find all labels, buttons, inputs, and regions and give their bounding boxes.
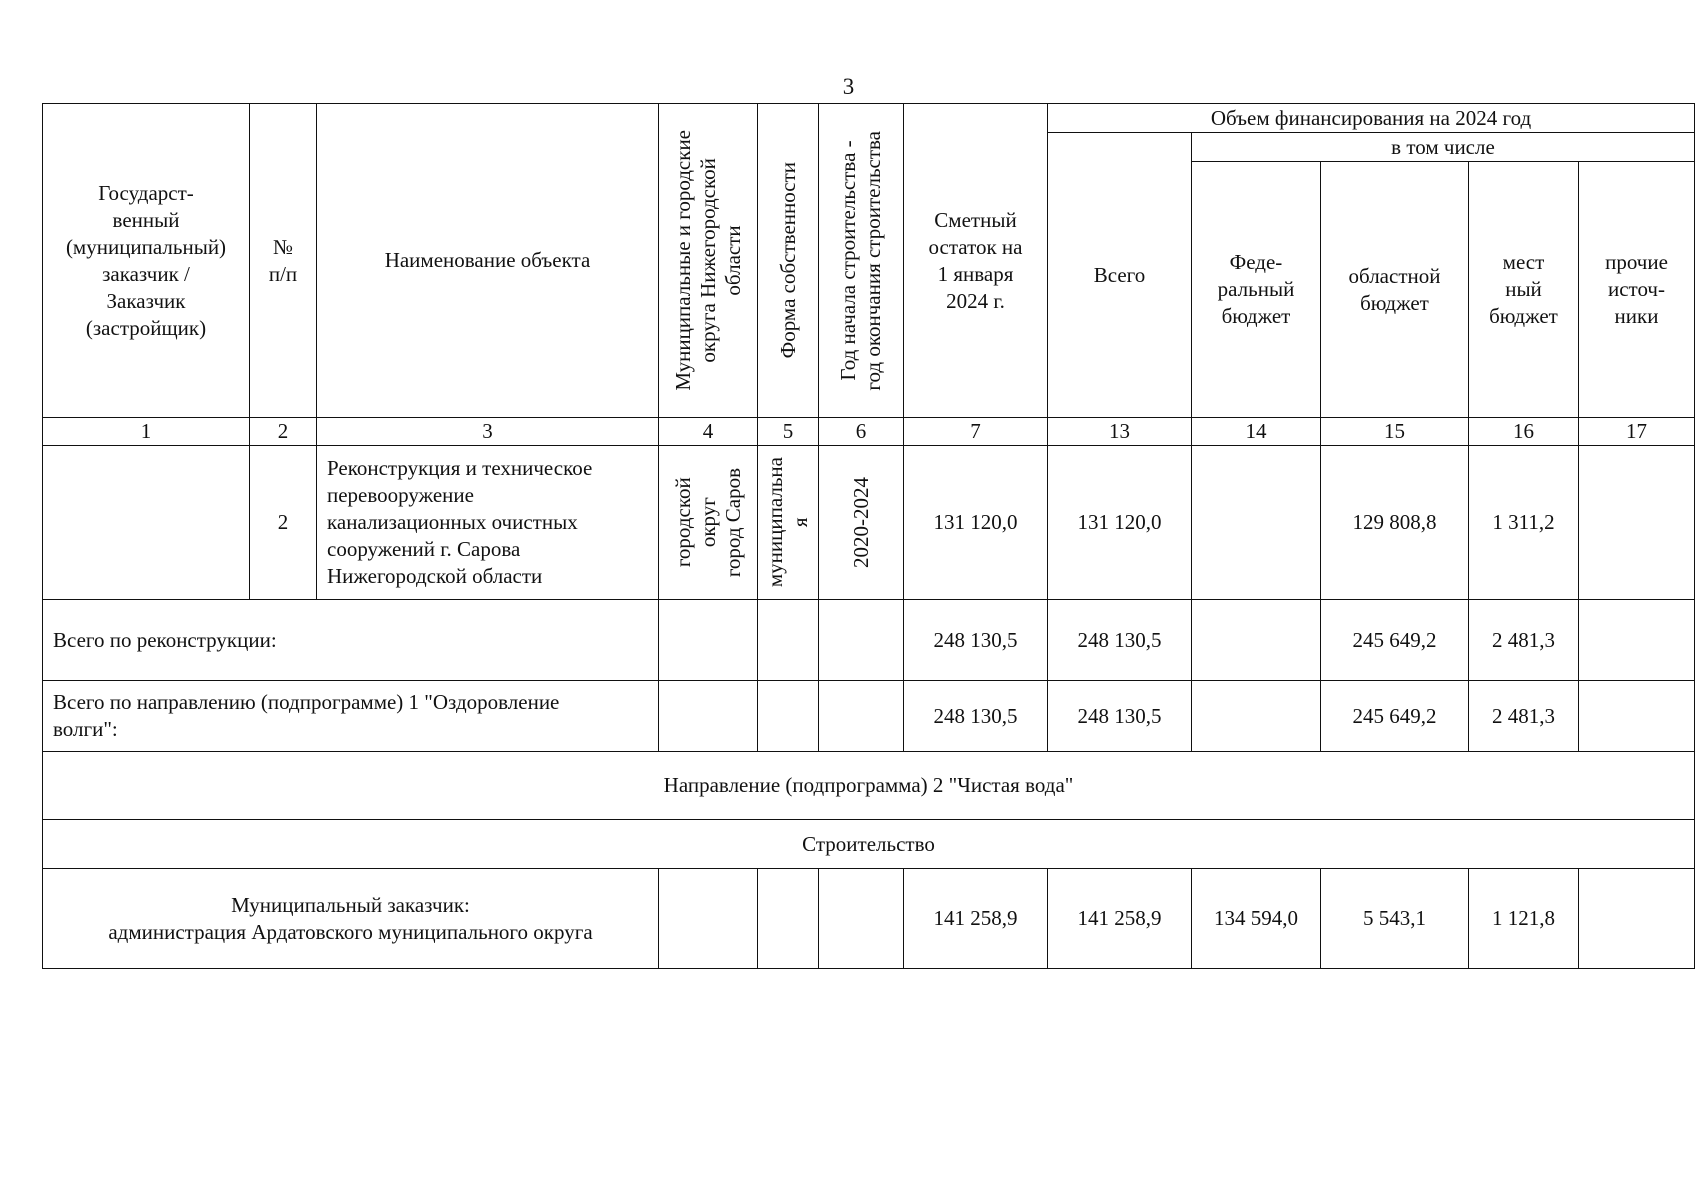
customer-other bbox=[1579, 869, 1695, 969]
column-number: 2 bbox=[250, 418, 317, 446]
column-number: 6 bbox=[819, 418, 904, 446]
header-estimated-balance: Сметный остаток на 1 января 2024 г. bbox=[904, 104, 1048, 418]
direction-other bbox=[1579, 681, 1695, 752]
header-federal: Феде- ральный бюджет bbox=[1192, 162, 1321, 418]
financing-table bbox=[42, 103, 1695, 969]
empty-cell bbox=[758, 681, 819, 752]
object-row bbox=[43, 446, 1695, 600]
column-number: 7 bbox=[904, 418, 1048, 446]
customer-total: 141 258,9 bbox=[1048, 869, 1192, 969]
header-other: прочие источ- ники bbox=[1579, 162, 1695, 418]
column-number: 5 bbox=[758, 418, 819, 446]
header-including: в том числе bbox=[1192, 133, 1695, 162]
column-number: 14 bbox=[1192, 418, 1321, 446]
direction-estimated-balance: 248 130,5 bbox=[904, 681, 1048, 752]
object-regional: 129 808,8 bbox=[1321, 446, 1469, 600]
header-districts-text: Муниципальные и городские округа Нижегородской области bbox=[670, 130, 745, 391]
header-ownership bbox=[758, 104, 819, 418]
object-other bbox=[1579, 446, 1695, 600]
customer-regional: 5 543,1 bbox=[1321, 869, 1469, 969]
header-customer: Государст- венный (муниципальный) заказчик / Заказчик (застройщик) bbox=[43, 104, 250, 418]
object-local: 1 311,2 bbox=[1469, 446, 1579, 600]
column-number: 17 bbox=[1579, 418, 1695, 446]
object-total: 131 120,0 bbox=[1048, 446, 1192, 600]
reconstruction-other bbox=[1579, 600, 1695, 681]
construction-heading-row bbox=[43, 820, 1695, 869]
reconstruction-regional: 245 649,2 bbox=[1321, 600, 1469, 681]
empty-cell bbox=[659, 869, 758, 969]
empty-cell bbox=[819, 869, 904, 969]
direction-heading: Направление (подпрограмма) 2 "Чистая вода" bbox=[43, 752, 1695, 820]
column-number: 4 bbox=[659, 418, 758, 446]
header-object-name: Наименование объекта bbox=[317, 104, 659, 418]
column-number: 13 bbox=[1048, 418, 1192, 446]
page-number: 3 bbox=[842, 74, 855, 99]
direction-regional: 245 649,2 bbox=[1321, 681, 1469, 752]
column-number: 15 bbox=[1321, 418, 1469, 446]
direction-total-label: Всего по направлению (подпрограмме) 1 "Оздоровление волги": bbox=[43, 681, 659, 752]
direction-total-row bbox=[43, 681, 1695, 752]
object-federal bbox=[1192, 446, 1321, 600]
construction-heading: Строительство bbox=[43, 820, 1695, 869]
header-regional: областной бюджет bbox=[1321, 162, 1469, 418]
object-years-text: 2020-2024 bbox=[848, 477, 873, 568]
header-row-1 bbox=[43, 104, 1695, 133]
reconstruction-local: 2 481,3 bbox=[1469, 600, 1579, 681]
direction-local: 2 481,3 bbox=[1469, 681, 1579, 752]
column-number: 16 bbox=[1469, 418, 1579, 446]
object-name: Реконструкция и техническое перевооружение канализационных очистных сооружений г. Сарова Нижегородской области bbox=[317, 446, 659, 600]
customer-local: 1 121,8 bbox=[1469, 869, 1579, 969]
customer-label: Муниципальный заказчик: администрация Ардатовского муниципального округа bbox=[43, 869, 659, 969]
header-districts bbox=[659, 104, 758, 418]
customer-federal: 134 594,0 bbox=[1192, 869, 1321, 969]
reconstruction-total: 248 130,5 bbox=[1048, 600, 1192, 681]
header-years bbox=[819, 104, 904, 418]
header-ownership-text: Форма собственности bbox=[775, 162, 800, 359]
object-years bbox=[819, 446, 904, 600]
column-number: 1 bbox=[43, 418, 250, 446]
empty-cell bbox=[758, 869, 819, 969]
object-district-text: городской округ город Саров bbox=[670, 467, 745, 578]
reconstruction-estimated-balance: 248 130,5 bbox=[904, 600, 1048, 681]
object-estimated-balance: 131 120,0 bbox=[904, 446, 1048, 600]
column-number: 3 bbox=[317, 418, 659, 446]
direction-federal bbox=[1192, 681, 1321, 752]
object-ownership-text: муниципальна я bbox=[763, 457, 812, 588]
header-funding-volume: Объем финансирования на 2024 год bbox=[1048, 104, 1695, 133]
direction-total: 248 130,5 bbox=[1048, 681, 1192, 752]
empty-cell bbox=[659, 681, 758, 752]
direction-heading-row bbox=[43, 752, 1695, 820]
object-ownership bbox=[758, 446, 819, 600]
empty-cell bbox=[819, 600, 904, 681]
header-years-text: Год начала строительства - год окончания строительства bbox=[836, 130, 885, 391]
header-row-number: № п/п bbox=[250, 104, 317, 418]
header-local: мест ный бюджет bbox=[1469, 162, 1579, 418]
reconstruction-federal bbox=[1192, 600, 1321, 681]
object-number: 2 bbox=[250, 446, 317, 600]
object-customer-cell bbox=[43, 446, 250, 600]
empty-cell bbox=[758, 600, 819, 681]
empty-cell bbox=[819, 681, 904, 752]
column-number-row bbox=[43, 418, 1695, 446]
reconstruction-total-row bbox=[43, 600, 1695, 681]
customer-estimated-balance: 141 258,9 bbox=[904, 869, 1048, 969]
object-district bbox=[659, 446, 758, 600]
reconstruction-total-label: Всего по реконструкции: bbox=[43, 600, 659, 681]
customer-row bbox=[43, 869, 1695, 969]
empty-cell bbox=[659, 600, 758, 681]
header-total: Всего bbox=[1048, 133, 1192, 418]
